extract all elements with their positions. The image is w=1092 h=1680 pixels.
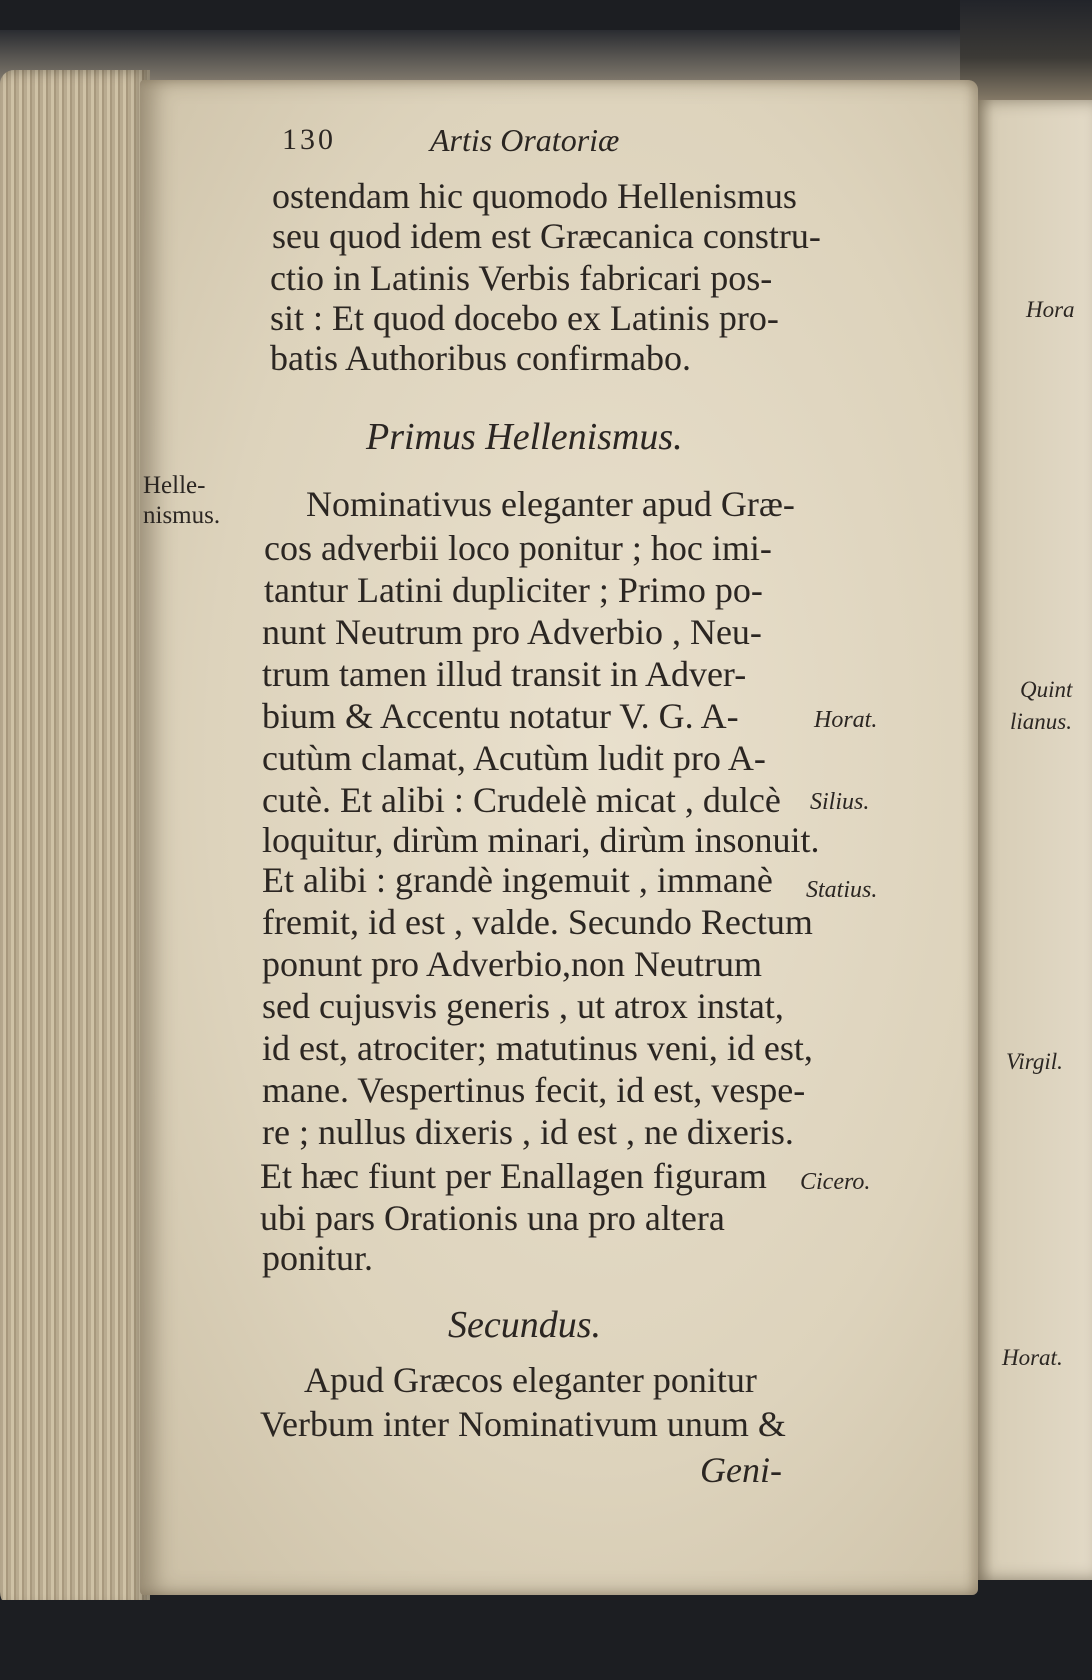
text-line: Apud Græcos eleganter ponitur <box>304 1360 757 1400</box>
text-line: sit : Et quod docebo ex Latinis pro- <box>270 298 779 338</box>
text-line: cutùm clamat, Acutùm ludit pro A- <box>262 738 766 778</box>
text-line: re ; nullus dixeris , id est , ne dixeris. <box>262 1112 794 1152</box>
catchword: Geni- <box>700 1450 782 1490</box>
text-line: seu quod idem est Græcanica constru- <box>272 216 821 256</box>
section-heading-secundus: Secundus. <box>448 1304 602 1346</box>
margin-citation: Silius. <box>810 789 870 815</box>
text-line: id est, atrociter; matutinus veni, id est, <box>262 1028 813 1068</box>
text-line: Et alibi : grandè ingemuit , immanè <box>262 860 773 900</box>
text-line: ponitur. <box>262 1238 374 1278</box>
text-line: sed cujusvis generis , ut atrox instat, <box>262 986 784 1026</box>
text-line: tantur Latini dupliciter ; Primo po- <box>264 570 763 610</box>
text-line: batis Authoribus confirmabo. <box>270 338 691 378</box>
text-line: cutè. Et alibi : Crudelè micat , dulcè <box>262 780 781 820</box>
recto-margin-note: Hora <box>1026 297 1075 322</box>
left-margin-note-line: Helle- <box>143 472 206 499</box>
text-line: nunt Neutrum pro Adverbio , Neu- <box>262 612 762 652</box>
text-line: trum tamen illud transit in Adver- <box>262 654 747 694</box>
text-line: cos adverbii loco ponitur ; hoc imi- <box>264 528 772 568</box>
text-line: mane. Vespertinus fecit, id est, vespe- <box>262 1070 806 1110</box>
text-line: Verbum inter Nominativum unum & <box>260 1404 786 1444</box>
text-line: ponunt pro Adverbio,non Neutrum <box>262 944 762 984</box>
text-line: ubi pars Orationis una pro altera <box>260 1198 725 1238</box>
running-title: Artis Oratoriæ <box>430 122 620 158</box>
recto-margin-note: lianus. <box>1010 709 1072 734</box>
text-line: loquitur, dirùm minari, dirùm insonuit. <box>262 820 820 860</box>
margin-citation: Horat. <box>814 707 878 733</box>
page-edges-stack <box>0 70 150 1610</box>
text-line: Nominativus eleganter apud Græ- <box>306 484 795 524</box>
left-margin-note-line: nismus. <box>143 502 221 529</box>
recto-margin-note: Horat. <box>1002 1345 1063 1370</box>
text-line: ctio in Latinis Verbis fabricari pos- <box>270 258 773 298</box>
recto-margin-note: Quint <box>1020 677 1073 702</box>
margin-citation: Statius. <box>806 877 878 903</box>
bottom-shadow <box>0 1600 1092 1680</box>
text-line: fremit, id est , valde. Secundo Rectum <box>262 902 813 942</box>
text-line: bium & Accentu notatur V. G. A- <box>262 696 739 736</box>
page-number: 130 <box>282 123 336 156</box>
recto-margin-note: Virgil. <box>1006 1049 1063 1074</box>
text-line: ostendam hic quomodo Hellenismus <box>272 176 797 216</box>
recto-top-edge <box>960 0 1092 105</box>
section-heading-primus: Primus Hellenismus. <box>366 416 683 458</box>
margin-citation: Cicero. <box>800 1169 871 1195</box>
text-line: Et hæc fiunt per Enallagen figuram <box>260 1156 767 1196</box>
